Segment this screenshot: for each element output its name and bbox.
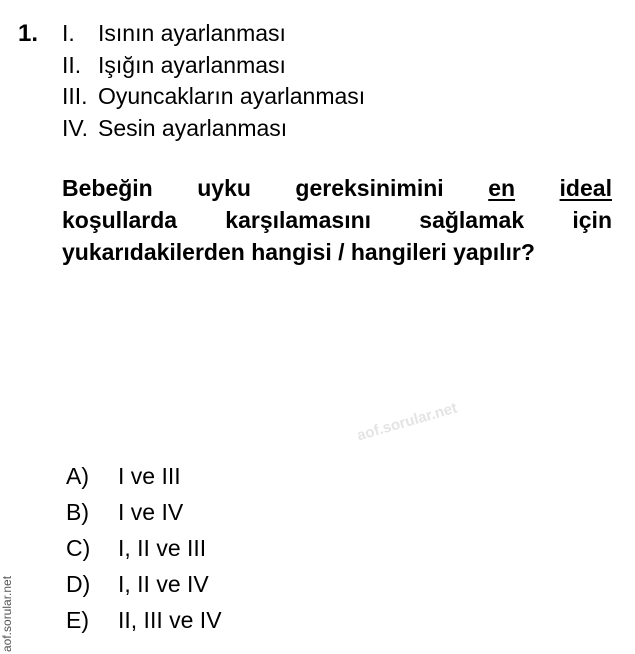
option-letter: C) (66, 535, 91, 561)
stem-word: karşılamasını (225, 207, 372, 233)
option-letter: A) (66, 463, 89, 489)
statement-item (62, 50, 365, 82)
statement-text: Isının ayarlanması (98, 20, 286, 46)
stem-word: için (572, 207, 612, 233)
stem-text: yukarıdakilerden hangisi / hangileri yapılır? (62, 239, 535, 265)
side-watermark: aof.sorular.net (0, 575, 14, 652)
answer-options (66, 458, 222, 638)
stem-word: gereksinimini (295, 175, 444, 201)
question-stem-line-3 (62, 236, 612, 268)
stem-word-underlined: ideal (559, 175, 612, 201)
statement-item (62, 113, 365, 145)
option-letter: B) (66, 499, 89, 525)
option-text: I ve IV (118, 499, 184, 525)
stem-word: koşullarda (62, 207, 178, 233)
statement-numeral: III. (62, 83, 88, 109)
statement-item (62, 81, 365, 113)
statement-text: Oyuncakların ayarlanması (98, 83, 366, 109)
option-text: II, III ve IV (118, 607, 222, 633)
answer-option-d[interactable] (66, 566, 222, 602)
statement-list (62, 18, 365, 144)
option-letter: E) (66, 607, 89, 633)
answer-option-b[interactable] (66, 494, 222, 530)
stem-word: Bebeğin (62, 175, 153, 201)
stem-word-underlined: en (488, 175, 516, 201)
answer-option-e[interactable] (66, 602, 222, 638)
option-text: I ve III (118, 463, 181, 489)
stem-word: sağlamak (419, 207, 525, 233)
option-letter: D) (66, 571, 91, 597)
option-text: I, II ve III (118, 535, 207, 561)
answer-option-c[interactable] (66, 530, 222, 566)
statement-text: Sesin ayarlanması (98, 114, 288, 141)
answer-option-a[interactable] (66, 458, 222, 494)
option-text: I, II ve IV (118, 571, 209, 597)
statement-numeral: IV. (62, 114, 89, 141)
statement-numeral: II. (62, 51, 82, 78)
question-number: 1. (18, 20, 39, 47)
statement-item (62, 18, 365, 50)
question-stem-line-2 (62, 204, 612, 236)
question-stem-line-1 (62, 172, 612, 204)
question-stem (62, 172, 612, 268)
center-watermark: aof.sorular.net (355, 399, 460, 445)
stem-word: uyku (197, 175, 251, 201)
statement-numeral: I. (62, 20, 75, 46)
statement-text: Işığın ayarlanması (98, 51, 286, 78)
